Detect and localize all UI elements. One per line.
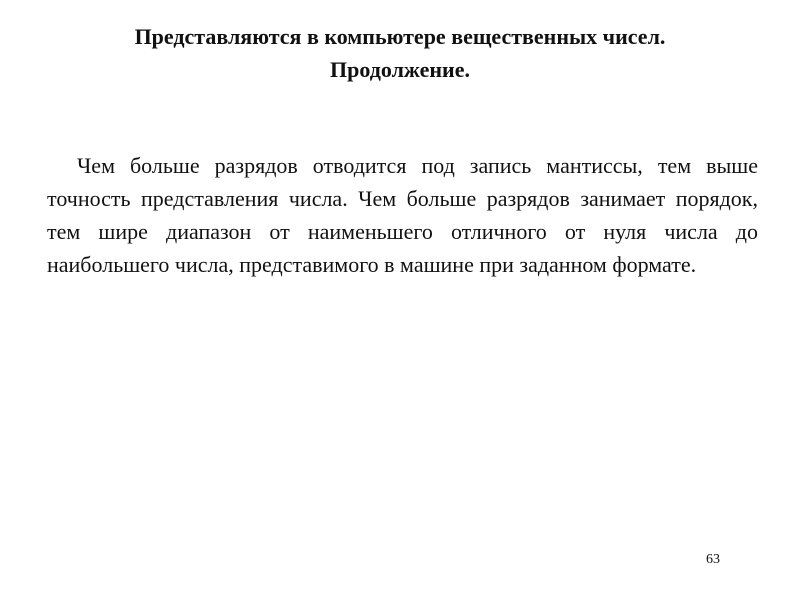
page-number: 63 bbox=[706, 552, 720, 567]
slide-title-line-2: Продолжение. bbox=[330, 57, 470, 82]
slide-title-line-1: Представляются в компьютере вещественных чисел. bbox=[134, 24, 666, 49]
body-paragraph: Чем больше разрядов отводится под запись мантиссы, тем выше точность представления числа. Чем больше разрядов занимает порядок, тем шире диапазон от наименьшего отличного от нуля числа до наибольшего числа, представимого в машине при заданном формате. bbox=[47, 153, 758, 277]
